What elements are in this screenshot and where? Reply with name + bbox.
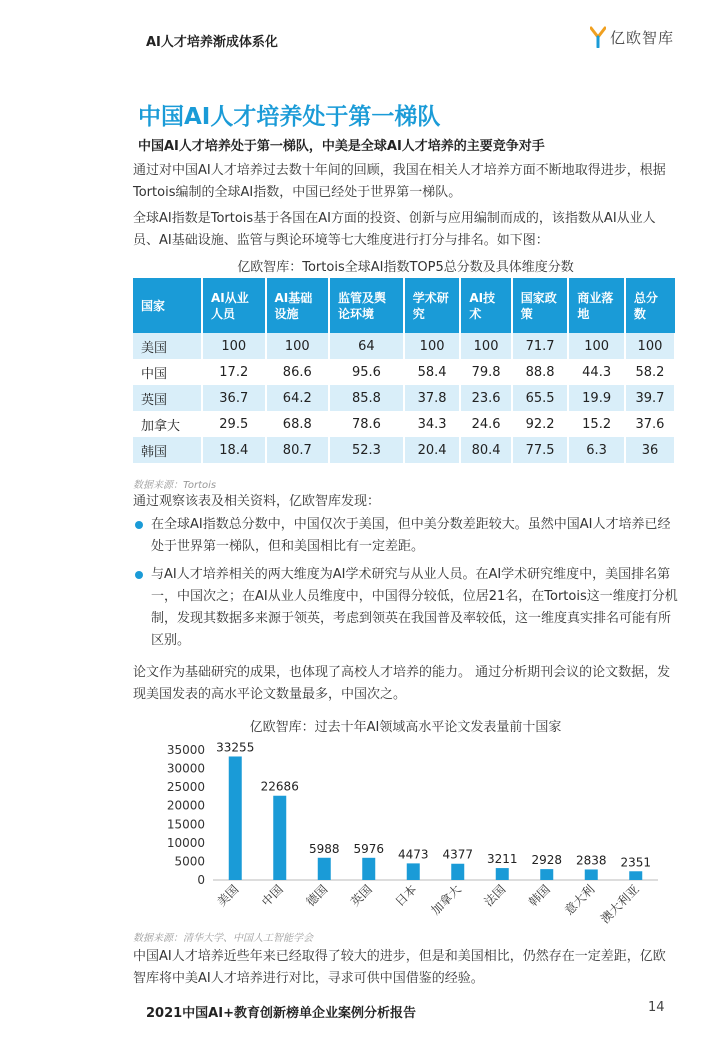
bar xyxy=(362,858,375,880)
table-cell: 36 xyxy=(625,437,675,463)
data-label: 4377 xyxy=(442,847,474,862)
table-cell: 100 xyxy=(625,333,675,359)
table-cell: 美国 xyxy=(133,333,202,359)
paragraph-index-desc: 全球AI指数是Tortois基于各国在AI方面的投资、创新与应用编制而成的，该指数从AI从业人员、AI基础设施、监管与舆论环境等七大维度进行打分与排名。如下图： xyxy=(133,211,656,248)
table-header-row xyxy=(133,278,675,333)
x-tick-label: 意大利 xyxy=(562,882,598,918)
data-label: 2928 xyxy=(531,853,563,868)
table-row xyxy=(133,437,675,463)
table-header-cell: 学术研究 xyxy=(404,278,461,333)
data-label: 4473 xyxy=(397,847,429,862)
table-row xyxy=(133,385,675,411)
table-row xyxy=(133,359,675,385)
bullet-dot-icon xyxy=(135,521,143,529)
scores-table xyxy=(133,278,676,463)
x-tick-label: 中国 xyxy=(258,882,286,910)
bullet-item xyxy=(133,564,678,652)
table-cell: 18.4 xyxy=(202,437,266,463)
table-cell: 44.3 xyxy=(568,359,625,385)
table-cell: 加拿大 xyxy=(133,411,202,437)
y-tick-label: 35000 xyxy=(166,743,205,757)
table-header-cell: 国家政策 xyxy=(512,278,569,333)
bullet-text: 与AI人才培养相关的两大维度为AI学术研究与从业人员。在AI学术研究维度中，美国排名第一，中国次之；在AI从业人员维度中，中国得分较低，位居21名，在Tortois这一维度打分机制，发现其数据多来源于领英，考虑到领英在我国普及率较低，这一维度真实排名可能有所区别。 xyxy=(151,567,678,648)
x-tick-label: 法国 xyxy=(481,882,509,910)
table-cell: 79.8 xyxy=(460,359,511,385)
logo-icon xyxy=(590,26,606,48)
bullet-text: 在全球AI指数总分数中，中国仅次于美国，但中美分数差距较大。虽然中国AI人才培养已经处于世界第一梯队，但和美国相比有一定差距。 xyxy=(151,517,671,554)
header-title: AI人才培养渐成体系化 xyxy=(146,35,278,50)
paragraph-papers: 论文作为基础研究的成果，也体现了高校人才培养的能力。 通过分析期刊会议的论文数据，发现美国发表的高水平论文数量最多，中国次之。 xyxy=(133,665,671,702)
table-source: 数据来源：Tortois xyxy=(133,480,217,491)
y-tick-label: 20000 xyxy=(166,798,205,813)
x-tick-label: 澳大利亚 xyxy=(598,882,642,927)
bar xyxy=(451,864,464,880)
table-cell: 85.8 xyxy=(329,385,404,411)
table-cell: 100 xyxy=(568,333,625,359)
chart-title: 亿欧智库：过去十年AI领域高水平论文发表量前十国家 xyxy=(249,720,562,735)
page-number: 14 xyxy=(648,1000,665,1015)
table-cell: 78.6 xyxy=(329,411,404,437)
table-cell: 20.4 xyxy=(404,437,461,463)
logo-text: 亿欧智库 xyxy=(610,28,675,47)
table-cell: 15.2 xyxy=(568,411,625,437)
table-cell: 65.5 xyxy=(512,385,569,411)
table-cell: 24.6 xyxy=(460,411,511,437)
y-tick-label: 15000 xyxy=(166,817,205,832)
table-header-cell: 监管及舆论环境 xyxy=(329,278,404,333)
chart-source: 数据来源：清华大学、中国人工智能学会 xyxy=(133,933,313,944)
y-tick-label: 0 xyxy=(197,873,205,887)
table-header-cell: 总分数 xyxy=(625,278,675,333)
table-cell: 英国 xyxy=(133,385,202,411)
table-cell: 100 xyxy=(266,333,330,359)
section-title: 中国AI人才培养处于第一梯队 xyxy=(138,104,441,130)
table-cell: 86.6 xyxy=(266,359,330,385)
table-cell: 100 xyxy=(202,333,266,359)
table-row xyxy=(133,411,675,437)
x-tick-label: 日本 xyxy=(392,882,420,910)
data-label: 3211 xyxy=(486,852,518,867)
x-tick-label: 韩国 xyxy=(525,882,553,910)
table-cell: 100 xyxy=(404,333,461,359)
section-subtitle: 中国AI人才培养处于第一梯队，中美是全球AI人才培养的主要竞争对手 xyxy=(138,139,545,154)
data-label: 5988 xyxy=(308,841,340,856)
bar xyxy=(585,869,598,880)
x-tick-label: 英国 xyxy=(347,882,375,910)
table-cell: 29.5 xyxy=(202,411,266,437)
logo xyxy=(590,24,674,50)
table-header-cell: 国家 xyxy=(133,278,202,333)
table-header-cell: 商业落地 xyxy=(568,278,625,333)
table-header-cell: AI从业人员 xyxy=(202,278,266,333)
table-header-cell: AI技术 xyxy=(460,278,511,333)
bar xyxy=(273,796,286,880)
y-tick-label: 10000 xyxy=(166,835,205,850)
table-cell: 52.3 xyxy=(329,437,404,463)
bar xyxy=(318,858,331,880)
bullet-dot-icon xyxy=(135,571,143,579)
table-cell: 58.2 xyxy=(625,359,675,385)
table-cell: 64 xyxy=(329,333,404,359)
bar xyxy=(629,871,642,880)
table-cell: 36.7 xyxy=(202,385,266,411)
data-label: 33255 xyxy=(216,740,255,755)
data-label: 5976 xyxy=(353,841,385,856)
table-cell: 64.2 xyxy=(266,385,330,411)
table-cell: 80.7 xyxy=(266,437,330,463)
papers-bar-chart xyxy=(133,738,678,928)
bar xyxy=(229,756,242,880)
table-cell: 58.4 xyxy=(404,359,461,385)
table-cell: 韩国 xyxy=(133,437,202,463)
bar xyxy=(540,869,553,880)
data-label: 2351 xyxy=(620,855,652,870)
data-label: 2838 xyxy=(575,853,607,868)
table-cell: 71.7 xyxy=(512,333,569,359)
table-cell: 95.6 xyxy=(329,359,404,385)
y-tick-label: 30000 xyxy=(166,761,205,776)
table-row xyxy=(133,333,675,359)
table-cell: 6.3 xyxy=(568,437,625,463)
y-tick-label: 25000 xyxy=(166,780,205,795)
paragraph-intro: 通过对中国AI人才培养过去数十年间的回顾，我国在相关人才培养方面不断地取得进步，根据Tortois编制的全球AI指数，中国已经处于世界第一梯队。 xyxy=(133,163,666,200)
table-cell: 17.2 xyxy=(202,359,266,385)
table-cell: 80.4 xyxy=(460,437,511,463)
table-cell: 中国 xyxy=(133,359,202,385)
table-cell: 88.8 xyxy=(512,359,569,385)
data-label: 22686 xyxy=(260,779,299,794)
bullet-item xyxy=(133,514,678,558)
table-cell: 68.8 xyxy=(266,411,330,437)
paragraph-conclusion: 中国AI人才培养近些年来已经取得了较大的进步，但是和美国相比，仍然存在一定差距，亿欧智库将中美AI人才培养进行对比，寻求可供中国借鉴的经验。 xyxy=(133,949,666,986)
paragraph-findings: 通过观察该表及相关资料，亿欧智库发现： xyxy=(133,494,381,509)
table-cell: 37.6 xyxy=(625,411,675,437)
bar xyxy=(407,863,420,880)
table-cell: 37.8 xyxy=(404,385,461,411)
table-caption: 亿欧智库：Tortois全球AI指数TOP5总分数及具体维度分数 xyxy=(237,260,574,275)
table-header-cell: AI基础设施 xyxy=(266,278,330,333)
bar xyxy=(496,868,509,880)
table-cell: 77.5 xyxy=(512,437,569,463)
table-cell: 39.7 xyxy=(625,385,675,411)
y-tick-label: 5000 xyxy=(174,854,205,869)
table-cell: 100 xyxy=(460,333,511,359)
table-cell: 92.2 xyxy=(512,411,569,437)
x-tick-label: 加拿大 xyxy=(428,882,464,918)
footer-title: 2021中国AI+教育创新榜单企业案例分析报告 xyxy=(146,1006,416,1021)
table-cell: 19.9 xyxy=(568,385,625,411)
table-cell: 34.3 xyxy=(404,411,461,437)
x-tick-label: 美国 xyxy=(214,882,242,910)
x-tick-label: 德国 xyxy=(303,882,331,910)
table-cell: 23.6 xyxy=(460,385,511,411)
